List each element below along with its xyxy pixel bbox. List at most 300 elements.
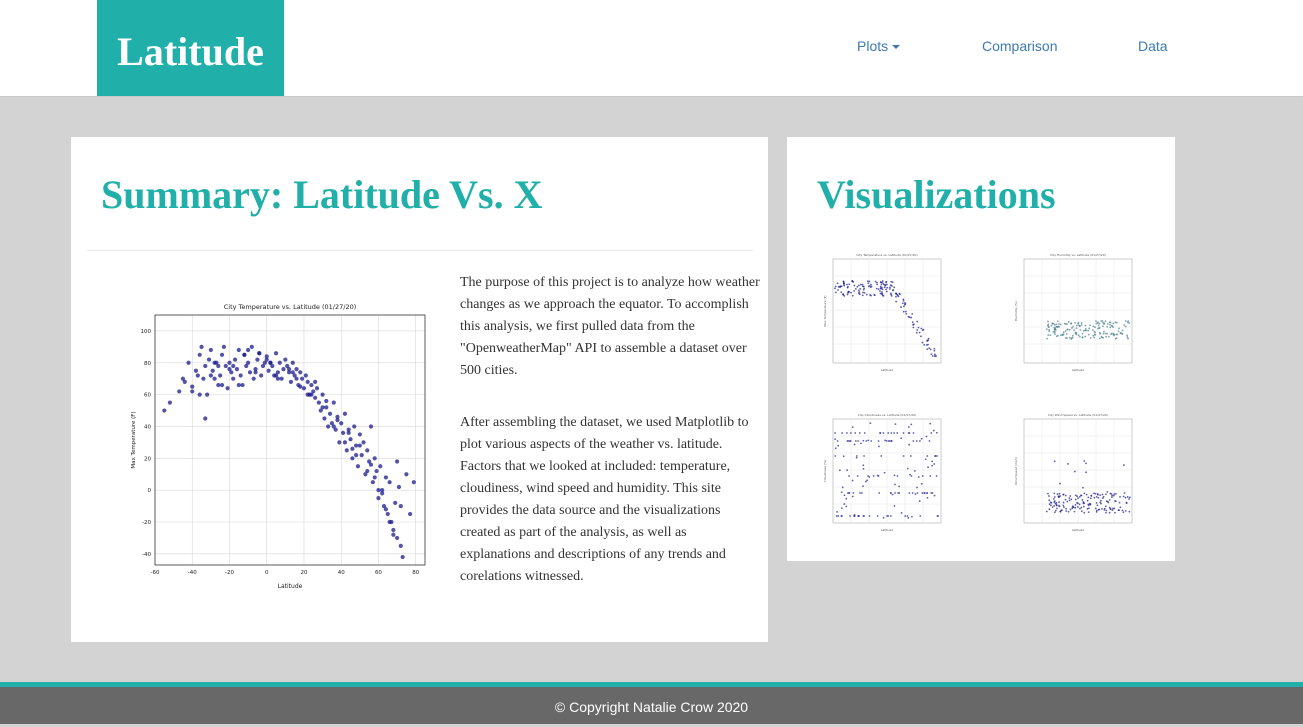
thumbnail-point [1109, 512, 1111, 514]
thumbnail-point [1111, 495, 1113, 497]
thumbnail-point [927, 344, 929, 346]
thumbnail-point [880, 281, 882, 283]
thumbnail-point [1107, 502, 1109, 504]
y-tick-label: 80 [144, 360, 151, 367]
thumbnail-point [1103, 333, 1105, 335]
thumbnail-point [1055, 510, 1057, 512]
thumbnail-point [834, 455, 836, 457]
thumbnail-point [1090, 337, 1092, 339]
thumbnail-point [897, 475, 899, 477]
chart-point [281, 367, 285, 371]
thumbnail-point [891, 295, 893, 297]
chart-point [369, 424, 373, 428]
chart-point [373, 475, 377, 479]
thumbnail-point [1123, 324, 1125, 326]
thumbnail-point [1105, 505, 1107, 507]
chart-point [203, 364, 207, 368]
thumbnail-point [1105, 510, 1107, 512]
chart-point [337, 440, 341, 444]
thumbnail-point [1079, 508, 1081, 510]
thumbnail-point [910, 317, 912, 319]
thumbnail-point [849, 515, 851, 517]
thumbnail-point [835, 291, 837, 293]
thumbnail-point [877, 515, 879, 517]
thumbnail-point [1109, 493, 1111, 495]
thumbnail-point [1109, 507, 1111, 509]
thumbnail-point [1083, 502, 1085, 504]
thumbnail-point [1074, 507, 1076, 509]
chart-point [237, 383, 241, 387]
thumbnail-point [1065, 510, 1067, 512]
thumbnail-point [910, 455, 912, 457]
chart-point [326, 424, 330, 428]
summary-panel [71, 137, 768, 642]
thumbnail-point [863, 515, 865, 517]
thumbnail-point [1079, 496, 1081, 498]
thumbnail-point [1063, 502, 1065, 504]
thumbnail-point [1089, 503, 1091, 505]
chart-point [252, 377, 256, 381]
chart-point [198, 393, 202, 397]
thumbnail-point [884, 285, 886, 287]
thumbnail-point [1075, 504, 1077, 506]
chart-point [378, 464, 382, 468]
thumbnail-point [837, 445, 839, 447]
thumbnail-point [916, 440, 918, 442]
thumbnail-point [1047, 334, 1049, 336]
chart-point [324, 399, 328, 403]
chart-point [328, 412, 332, 416]
thumbnail-point [1105, 333, 1107, 335]
x-tick-label: -20 [224, 570, 234, 576]
thumbnail-point [881, 293, 883, 295]
chart-point [371, 480, 375, 484]
thumbnail-point [929, 440, 931, 442]
thumbnail-point [934, 355, 936, 357]
thumbnail-point [1081, 507, 1083, 509]
chart-point [408, 512, 412, 516]
thumbnail-point [1055, 503, 1057, 505]
thumbnail-point [1128, 498, 1130, 500]
thumbnail-point [1128, 511, 1130, 513]
thumbnail-point [1122, 509, 1124, 511]
thumbnail-point [907, 468, 909, 470]
thumbnail-point [890, 432, 892, 434]
thumbnail-point [1077, 497, 1079, 499]
thumbnail-point [1047, 321, 1049, 323]
thumbnail-point [1114, 500, 1116, 502]
thumbnail-point [852, 426, 854, 428]
thumbnail-point [932, 355, 934, 357]
chart-point [388, 480, 392, 484]
chart-point [386, 512, 390, 516]
thumbnail-point [889, 288, 891, 290]
chart-point [246, 348, 250, 352]
thumbnail-point [1068, 497, 1070, 499]
thumbnail-point [1054, 324, 1056, 326]
chart-point [361, 440, 365, 444]
thumbnail-point [928, 338, 930, 340]
thumbnail-point [884, 286, 886, 288]
thumbnail-point [1075, 499, 1077, 501]
thumbnail-point [1097, 322, 1099, 324]
thumbnail-point [1076, 327, 1078, 329]
thumbnail-point [873, 294, 875, 296]
thumbnail-point [867, 280, 869, 282]
thumbnail-point [835, 447, 837, 449]
thumbnail-point [859, 288, 861, 290]
thumbnail-point [906, 515, 908, 517]
thumbnail-point [887, 432, 889, 434]
thumbnail-point [929, 475, 931, 477]
thumbnail-point [1099, 494, 1101, 496]
thumbnail-point [1056, 323, 1058, 325]
thumbnail-point [862, 485, 864, 487]
thumbnail-point [1083, 460, 1085, 462]
thumbnail-point [1106, 491, 1108, 493]
thumbnail-point [863, 468, 865, 470]
thumbnail-point [876, 288, 878, 290]
thumbnail-point [1107, 323, 1109, 325]
thumbnail-point [862, 464, 864, 466]
thumbnail-point [933, 430, 935, 432]
nav-data-link[interactable]: Data [1138, 38, 1168, 54]
thumbnail-point [892, 494, 894, 496]
chart-point [186, 361, 190, 365]
thumbnail-point [844, 494, 846, 496]
thumbnail-ylabel: Cloudiness (%) [823, 459, 827, 483]
thumbnail-point [1057, 335, 1059, 337]
summary-paragraph-2: After assembling the dataset, we used Matplotlib to plot various aspects of the weather vs. latitude. Factors that we looked at included: temperature, cloudiness, wind speed and humidity. This site provides the data source and the visualizations created as part of the analysis, as well as explanations and descriptions of any trends and corelations witnessed. [460, 415, 749, 584]
thumbnail-point [902, 302, 904, 304]
thumbnail-point [911, 516, 913, 518]
thumbnail-point [1065, 508, 1067, 510]
thumbnail-point [1096, 496, 1098, 498]
thumbnail-point [1105, 512, 1107, 514]
thumbnail-point [843, 295, 845, 297]
thumbnail-point [1129, 496, 1131, 498]
thumbnail-point [912, 324, 914, 326]
thumbnail-point [886, 291, 888, 293]
chart-point [298, 370, 302, 374]
thumbnail-point [903, 311, 905, 313]
thumbnail-point [1067, 463, 1069, 465]
thumbnail-point [854, 432, 856, 434]
thumbnail-point [1108, 336, 1110, 338]
chart-point [348, 437, 352, 441]
chart-point [322, 416, 326, 420]
thumbnail-point [926, 492, 928, 494]
thumbnail-point [1083, 512, 1085, 514]
chart-point [268, 361, 272, 365]
thumbnail-point [865, 440, 867, 442]
thumbnail-ylabel: Max Temperature (F) [823, 295, 827, 327]
chart-point [289, 380, 293, 384]
thumbnail-point [1064, 323, 1066, 325]
thumbnail-point [900, 306, 902, 308]
thumbnail-point [856, 455, 858, 457]
thumbnail-point [1047, 323, 1049, 325]
chart-point [335, 418, 339, 422]
chart-point [395, 459, 399, 463]
thumbnail-point [1088, 511, 1090, 513]
thumbnail-point [837, 515, 839, 517]
thumbnail-point [895, 423, 897, 425]
chart-point [300, 377, 304, 381]
chart-point [315, 386, 319, 390]
thumbnail-point [1089, 324, 1091, 326]
thumbnail-xlabel: Latitude [1071, 368, 1085, 372]
visualizations-title: Visualizations [817, 172, 1056, 217]
thumbnail-point [1099, 338, 1101, 340]
thumbnail-windspeed-chart[interactable] [1014, 413, 1136, 535]
thumbnail-point [880, 284, 882, 286]
chart-point [391, 533, 395, 537]
chart-plot-frame [155, 315, 425, 565]
y-tick-label: -40 [142, 551, 151, 558]
thumbnail-point [1121, 333, 1123, 335]
chart-point [253, 370, 257, 374]
chart-point [250, 345, 254, 349]
chart-point [207, 357, 211, 361]
chart-point [231, 377, 235, 381]
thumbnail-point [1069, 495, 1071, 497]
thumbnail-point [858, 285, 860, 287]
thumbnail-point [926, 339, 928, 341]
chart-point [190, 385, 194, 389]
thumbnail-point [1119, 332, 1121, 334]
thumbnail-point [923, 329, 925, 331]
thumbnail-point [1109, 326, 1111, 328]
thumbnail-point [1072, 335, 1074, 337]
thumbnail-point [880, 432, 882, 434]
thumbnail-point [890, 281, 892, 283]
nav-comparison-link[interactable]: Comparison [982, 38, 1058, 54]
chart-point [212, 361, 216, 365]
thumbnail-point [1095, 493, 1097, 495]
thumbnail-point [862, 294, 864, 296]
thumbnail-point [1123, 464, 1125, 466]
chart-point [302, 386, 306, 390]
caret-down-icon [892, 45, 900, 49]
thumbnail-point [848, 475, 850, 477]
thumbnail-point [1110, 333, 1112, 335]
chart-gridlines [155, 315, 425, 565]
thumbnail-point [1093, 493, 1095, 495]
thumbnail-point [1075, 332, 1077, 334]
thumbnail-point [857, 440, 859, 442]
brand-logo-link[interactable]: Latitude [97, 0, 284, 96]
thumbnail-point [1087, 500, 1089, 502]
thumbnail-point [893, 286, 895, 288]
thumbnail-point [1063, 506, 1065, 508]
thumbnail-point [912, 492, 914, 494]
thumbnail-point [1105, 336, 1107, 338]
x-tick-label: 60 [374, 570, 382, 576]
thumbnail-point [1065, 330, 1067, 332]
thumbnail-point [867, 439, 869, 441]
thumbnail-point [1065, 499, 1067, 501]
thumbnail-point [893, 432, 895, 434]
thumbnail-point [1048, 326, 1050, 328]
thumbnail-point [1115, 493, 1117, 495]
thumbnail-point [1097, 504, 1099, 506]
thumbnail-point [842, 487, 844, 489]
thumbnail-point [1068, 511, 1070, 513]
thumbnail-point [853, 290, 855, 292]
thumbnail-point [1072, 337, 1074, 339]
chart-point [237, 348, 241, 352]
thumbnail-point [918, 327, 920, 329]
thumbnail-xlabel: Latitude [880, 528, 894, 532]
thumbnail-temperature-chart[interactable] [823, 253, 945, 375]
thumbnail-point [1099, 323, 1101, 325]
thumbnail-point [926, 348, 928, 350]
thumbnail-point [861, 492, 863, 494]
chart-point [224, 364, 228, 368]
thumbnail-point [1102, 337, 1104, 339]
chart-point [397, 485, 401, 489]
thumbnail-point [1092, 329, 1094, 331]
thumbnail-point [848, 440, 850, 442]
thumbnail-point [903, 306, 905, 308]
thumbnail-point [1119, 502, 1121, 504]
thumbnail-point [1078, 334, 1080, 336]
thumbnail-point [1123, 496, 1125, 498]
thumbnail-point [835, 285, 837, 287]
thumbnail-point [1093, 497, 1095, 499]
chart-title: City Temperature vs. Latitude (01/27/20) [223, 303, 357, 311]
chart-point [350, 456, 354, 460]
chart-point [294, 377, 298, 381]
thumbnail-point [1088, 328, 1090, 330]
thumbnail-humidity-chart[interactable] [1014, 253, 1136, 375]
thumbnail-point [1049, 503, 1051, 505]
thumbnail-point [1095, 320, 1097, 322]
thumbnail-point [1062, 505, 1064, 507]
chart-point [196, 373, 200, 377]
thumbnail-point [878, 440, 880, 442]
chart-point [220, 383, 224, 387]
thumbnail-point [869, 422, 871, 424]
thumbnail-point [834, 438, 836, 440]
thumbnail-point [1106, 333, 1108, 335]
thumbnail-title: City Cloudiness vs. Latitude (01/27/20) [857, 413, 917, 417]
chart-point [239, 373, 243, 377]
thumbnail-point [1097, 493, 1099, 495]
thumbnail-point [1047, 493, 1049, 495]
thumbnail-point [840, 291, 842, 293]
thumbnail-point [1124, 492, 1126, 494]
thumbnail-xlabel: Latitude [1071, 528, 1085, 532]
thumbnail-point [1118, 509, 1120, 511]
thumbnail-point [863, 455, 865, 457]
thumbnail-point [882, 288, 884, 290]
thumbnail-point [914, 470, 916, 472]
thumbnail-point [934, 495, 936, 497]
footer [0, 687, 1303, 724]
thumbnail-point [1070, 509, 1072, 511]
thumbnail-point [1052, 506, 1054, 508]
chart-point [209, 373, 213, 377]
thumbnail-point [1070, 499, 1072, 501]
thumbnail-xlabel: Latitude [880, 368, 894, 372]
thumbnail-point [841, 507, 843, 509]
thumbnail-point [1054, 332, 1056, 334]
thumbnail-point [852, 496, 854, 498]
thumbnail-point [1082, 487, 1084, 489]
thumbnail-point [1076, 502, 1078, 504]
thumbnail-point [930, 353, 932, 355]
thumbnail-point [1125, 497, 1127, 499]
thumbnail-point [1069, 500, 1071, 502]
y-tick-label: 100 [140, 328, 151, 335]
thumbnail-point [892, 290, 894, 292]
thumbnail-point [898, 492, 900, 494]
thumbnail-point [880, 455, 882, 457]
thumbnail-point [1109, 324, 1111, 326]
thumbnail-point [937, 515, 939, 517]
thumbnail-point [931, 460, 933, 462]
thumbnail-point [1072, 326, 1074, 328]
thumbnail-point [1112, 333, 1114, 335]
thumbnail-point [864, 432, 866, 434]
chart-point [227, 367, 231, 371]
thumbnail-point [1057, 320, 1059, 322]
thumbnail-point [1060, 323, 1062, 325]
y-tick-label: 20 [144, 456, 151, 463]
thumbnail-point [1119, 496, 1121, 498]
thumbnail-point [1051, 325, 1053, 327]
chart-point [358, 432, 362, 436]
thumbnail-point [1074, 511, 1076, 513]
chart-point [358, 443, 362, 447]
chart-point [162, 408, 166, 412]
thumbnail-point [837, 289, 839, 291]
nav-plots-dropdown[interactable] [857, 38, 900, 54]
chart-point [294, 367, 298, 371]
thumbnail-point [916, 332, 918, 334]
thumbnail-point [1061, 509, 1063, 511]
thumbnail-point [909, 474, 911, 476]
thumbnail-point [850, 292, 852, 294]
chart-point [384, 475, 388, 479]
thumbnail-point [936, 432, 938, 434]
thumbnail-point [1081, 324, 1083, 326]
y-tick-label: 0 [147, 488, 151, 495]
thumbnail-point [930, 349, 932, 351]
thumbnail-point [837, 440, 839, 442]
thumbnail-point [1094, 326, 1096, 328]
thumbnail-point [1050, 505, 1052, 507]
thumbnail-point [1087, 497, 1089, 499]
thumbnail-point [1053, 493, 1055, 495]
thumbnail-point [1079, 329, 1081, 331]
thumbnail-point [890, 515, 892, 517]
chart-point [235, 367, 239, 371]
chart-point [248, 370, 252, 374]
thumbnail-point [848, 283, 850, 285]
thumbnail-point [1056, 326, 1058, 328]
thumbnail-point [885, 289, 887, 291]
thumbnail-point [1109, 499, 1111, 501]
chart-point [233, 357, 237, 361]
thumbnail-point [1076, 325, 1078, 327]
thumbnail-point [889, 286, 891, 288]
thumbnail-cloudiness-chart[interactable] [823, 413, 945, 535]
chart-point [177, 389, 181, 393]
thumbnail-point [911, 475, 913, 477]
